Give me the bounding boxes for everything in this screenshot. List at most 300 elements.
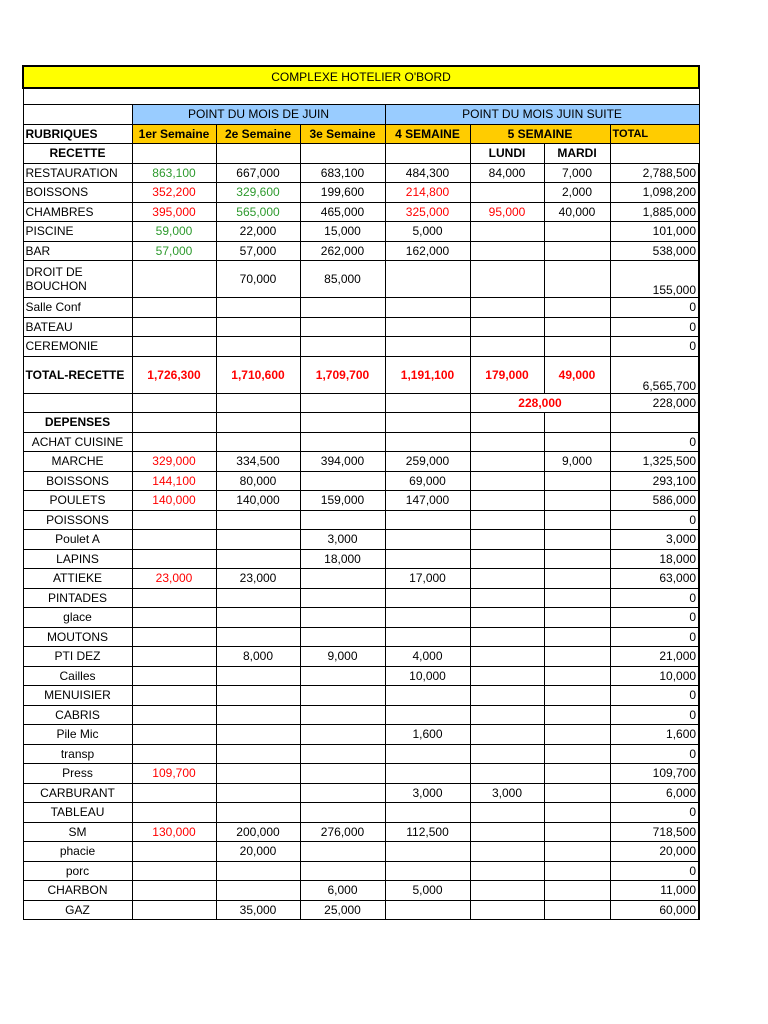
cell-w2: 57,000 — [216, 241, 300, 261]
total-cell-w1: 1,726,300 — [132, 356, 216, 393]
table-row — [23, 202, 699, 222]
cell-total: 538,000 — [610, 241, 699, 261]
row-label: POULETS — [23, 491, 132, 511]
row-label: Pile Mic — [23, 725, 132, 745]
cell-lundi — [470, 432, 544, 452]
total-cell-w3: 1,709,700 — [300, 356, 385, 393]
cell-w3 — [300, 471, 385, 491]
cell-w2 — [216, 803, 300, 823]
cell-w3 — [300, 861, 385, 881]
cell-total: 1,098,200 — [610, 183, 699, 203]
cell-w3: 276,000 — [300, 822, 385, 842]
cell-w2 — [216, 608, 300, 628]
blank-row — [23, 88, 699, 105]
cell-mardi — [544, 647, 610, 667]
cell-total: 6,000 — [610, 783, 699, 803]
cell-w1 — [132, 861, 216, 881]
cell-w4 — [385, 530, 470, 550]
cell-w2 — [216, 588, 300, 608]
cell-total: 0 — [610, 588, 699, 608]
header-total: TOTAL — [610, 124, 699, 144]
cell-w2 — [216, 744, 300, 764]
cell-w4: 259,000 — [385, 452, 470, 472]
cell-w2: 20,000 — [216, 842, 300, 862]
row-label: Salle Conf — [23, 298, 132, 318]
cell-w1 — [132, 725, 216, 745]
cell-w1 — [132, 261, 216, 298]
row-label: Cailles — [23, 666, 132, 686]
cell-mardi — [544, 608, 610, 628]
cell-w3: 394,000 — [300, 452, 385, 472]
cell-w1 — [132, 317, 216, 337]
cell-w2: 80,000 — [216, 471, 300, 491]
cell-w1 — [132, 298, 216, 318]
cell-w3: 9,000 — [300, 647, 385, 667]
cell-mardi — [544, 686, 610, 706]
cell-w4 — [385, 803, 470, 823]
cell-mardi — [544, 261, 610, 298]
table-row — [23, 569, 699, 589]
cell-w3 — [300, 337, 385, 357]
total-cell-total: 6,565,700 — [610, 356, 699, 393]
table-row — [23, 337, 699, 357]
cell-w2 — [216, 705, 300, 725]
table-row — [23, 842, 699, 862]
cell-w2 — [216, 432, 300, 452]
empty-cell — [385, 413, 470, 433]
cell-w2 — [216, 510, 300, 530]
empty-cell — [300, 144, 385, 164]
cell-mardi: 2,000 — [544, 183, 610, 203]
cell-mardi — [544, 842, 610, 862]
cell-w1: 329,000 — [132, 452, 216, 472]
cell-lundi — [470, 666, 544, 686]
cell-w3 — [300, 666, 385, 686]
sheet-title: COMPLEXE HOTELIER O'BORD — [23, 66, 699, 88]
cell-lundi — [470, 241, 544, 261]
cell-lundi — [470, 317, 544, 337]
cell-w1 — [132, 900, 216, 920]
cell-w4 — [385, 298, 470, 318]
cell-w3: 18,000 — [300, 549, 385, 569]
cell-w3 — [300, 432, 385, 452]
cell-w2: 70,000 — [216, 261, 300, 298]
cell-mardi — [544, 222, 610, 242]
cell-mardi — [544, 744, 610, 764]
cell-lundi — [470, 530, 544, 550]
header-week5: 5 SEMAINE — [470, 124, 610, 144]
row-label: phacie — [23, 842, 132, 862]
cell-total: 718,500 — [610, 822, 699, 842]
cell-mardi — [544, 764, 610, 784]
table-row — [23, 432, 699, 452]
cell-w4: 3,000 — [385, 783, 470, 803]
table-row — [23, 549, 699, 569]
cell-lundi — [470, 725, 544, 745]
table-row — [23, 861, 699, 881]
cell-mardi — [544, 783, 610, 803]
section-depenses: DEPENSES — [23, 413, 132, 433]
cell-w4 — [385, 764, 470, 784]
header-rubriques: RUBRIQUES — [23, 124, 132, 144]
table-row — [23, 163, 699, 183]
table-row — [23, 471, 699, 491]
cell-total: 0 — [610, 861, 699, 881]
cell-w2 — [216, 549, 300, 569]
cell-total: 0 — [610, 744, 699, 764]
total-recette-row — [23, 356, 699, 393]
cell-w3 — [300, 588, 385, 608]
cell-w4: 4,000 — [385, 647, 470, 667]
cell-w1: 59,000 — [132, 222, 216, 242]
empty-cell — [300, 413, 385, 433]
table-row — [23, 627, 699, 647]
cell-w1 — [132, 337, 216, 357]
cell-w4 — [385, 510, 470, 530]
cell-mardi — [544, 241, 610, 261]
table-row — [23, 900, 699, 920]
cell-lundi — [470, 842, 544, 862]
cell-total: 60,000 — [610, 900, 699, 920]
cell-w4 — [385, 744, 470, 764]
subtotal-week5: 228,000 — [470, 393, 610, 413]
cell-mardi — [544, 432, 610, 452]
row-label: BOISSONS — [23, 471, 132, 491]
cell-w2 — [216, 725, 300, 745]
cell-w1 — [132, 881, 216, 901]
cell-lundi — [470, 764, 544, 784]
table-row — [23, 452, 699, 472]
cell-w3: 262,000 — [300, 241, 385, 261]
cell-mardi — [544, 317, 610, 337]
cell-w1: 395,000 — [132, 202, 216, 222]
cell-lundi — [470, 222, 544, 242]
cell-w1 — [132, 705, 216, 725]
cell-w1 — [132, 549, 216, 569]
cell-mardi — [544, 705, 610, 725]
cell-mardi — [544, 588, 610, 608]
row-label: CHARBON — [23, 881, 132, 901]
cell-total: 21,000 — [610, 647, 699, 667]
cell-w1 — [132, 510, 216, 530]
table-row — [23, 686, 699, 706]
table-row — [23, 881, 699, 901]
cell-lundi — [470, 337, 544, 357]
cell-mardi — [544, 666, 610, 686]
cell-total: 20,000 — [610, 842, 699, 862]
empty-cell — [132, 144, 216, 164]
row-label: ATTIEKE — [23, 569, 132, 589]
cell-w2: 23,000 — [216, 569, 300, 589]
cell-lundi — [470, 861, 544, 881]
table-row — [23, 588, 699, 608]
row-label: CHAMBRES — [23, 202, 132, 222]
cell-w2 — [216, 881, 300, 901]
cell-total: 293,100 — [610, 471, 699, 491]
cell-mardi: 7,000 — [544, 163, 610, 183]
cell-w1 — [132, 666, 216, 686]
cell-lundi — [470, 686, 544, 706]
cell-total: 3,000 — [610, 530, 699, 550]
cell-mardi — [544, 491, 610, 511]
table-row — [23, 666, 699, 686]
cell-w3 — [300, 510, 385, 530]
cell-w4 — [385, 317, 470, 337]
row-label: glace — [23, 608, 132, 628]
row-label: PTI DEZ — [23, 647, 132, 667]
cell-mardi: 9,000 — [544, 452, 610, 472]
cell-w4: 17,000 — [385, 569, 470, 589]
cell-mardi — [544, 530, 610, 550]
cell-mardi — [544, 861, 610, 881]
cell-lundi — [470, 588, 544, 608]
cell-w4 — [385, 608, 470, 628]
cell-total: 109,700 — [610, 764, 699, 784]
table-row — [23, 510, 699, 530]
cell-w4 — [385, 861, 470, 881]
cell-w1 — [132, 842, 216, 862]
cell-w4 — [385, 588, 470, 608]
cell-w3 — [300, 627, 385, 647]
cell-w4: 214,800 — [385, 183, 470, 203]
row-label: transp — [23, 744, 132, 764]
table-row — [23, 530, 699, 550]
cell-total: 101,000 — [610, 222, 699, 242]
cell-w2 — [216, 530, 300, 550]
cell-lundi — [470, 261, 544, 298]
cell-w2: 565,000 — [216, 202, 300, 222]
cell-w4: 1,600 — [385, 725, 470, 745]
cell-w1: 352,200 — [132, 183, 216, 203]
cell-mardi — [544, 298, 610, 318]
cell-total: 11,000 — [610, 881, 699, 901]
row-label: GAZ — [23, 900, 132, 920]
cell-w1 — [132, 783, 216, 803]
cell-lundi: 95,000 — [470, 202, 544, 222]
cell-w4 — [385, 549, 470, 569]
row-label: BATEAU — [23, 317, 132, 337]
cell-w4: 484,300 — [385, 163, 470, 183]
cell-w2: 22,000 — [216, 222, 300, 242]
cell-w4: 112,500 — [385, 822, 470, 842]
period-june: POINT DU MOIS DE JUIN — [132, 105, 385, 125]
cell-w2 — [216, 627, 300, 647]
cell-mardi — [544, 725, 610, 745]
table-row — [23, 183, 699, 203]
cell-w4: 325,000 — [385, 202, 470, 222]
cell-total: 1,885,000 — [610, 202, 699, 222]
row-label: ACHAT CUISINE — [23, 432, 132, 452]
empty-cell — [132, 413, 216, 433]
table-row — [23, 705, 699, 725]
cell-w1: 57,000 — [132, 241, 216, 261]
cell-lundi — [470, 881, 544, 901]
cell-w1: 140,000 — [132, 491, 216, 511]
cell-total: 0 — [610, 803, 699, 823]
cell-w3: 465,000 — [300, 202, 385, 222]
cell-mardi — [544, 471, 610, 491]
cell-mardi: 40,000 — [544, 202, 610, 222]
cell-lundi: 84,000 — [470, 163, 544, 183]
empty-cell — [132, 393, 216, 413]
row-label: CARBURANT — [23, 783, 132, 803]
cell-lundi — [470, 452, 544, 472]
cell-lundi — [470, 647, 544, 667]
cell-lundi — [470, 900, 544, 920]
cell-lundi — [470, 569, 544, 589]
table-row — [23, 317, 699, 337]
row-label: MARCHE — [23, 452, 132, 472]
row-label: MENUISIER — [23, 686, 132, 706]
empty-cell — [385, 393, 470, 413]
section-row — [23, 413, 699, 433]
cell-w3: 25,000 — [300, 900, 385, 920]
cell-w2 — [216, 783, 300, 803]
cell-lundi — [470, 183, 544, 203]
total-cell-lundi: 179,000 — [470, 356, 544, 393]
empty-cell — [610, 413, 699, 433]
cell-w2: 35,000 — [216, 900, 300, 920]
empty-cell — [610, 144, 699, 164]
cell-total: 0 — [610, 337, 699, 357]
table-row — [23, 491, 699, 511]
table-row — [23, 261, 699, 298]
empty-cell — [385, 144, 470, 164]
cell-w3: 683,100 — [300, 163, 385, 183]
empty-cell — [470, 413, 544, 433]
empty-cell — [23, 393, 132, 413]
cell-w3 — [300, 744, 385, 764]
cell-total: 1,325,500 — [610, 452, 699, 472]
cell-w2: 329,600 — [216, 183, 300, 203]
cell-w4 — [385, 686, 470, 706]
cell-w4 — [385, 842, 470, 862]
cell-total: 63,000 — [610, 569, 699, 589]
cell-w3 — [300, 705, 385, 725]
cell-w3 — [300, 317, 385, 337]
cell-w3 — [300, 783, 385, 803]
table-row — [23, 822, 699, 842]
cell-w2 — [216, 298, 300, 318]
cell-w4: 5,000 — [385, 881, 470, 901]
cell-mardi — [544, 337, 610, 357]
cell-w4: 10,000 — [385, 666, 470, 686]
cell-w1: 863,100 — [132, 163, 216, 183]
header-week1: 1er Semaine — [132, 124, 216, 144]
cell-w1 — [132, 608, 216, 628]
cell-lundi — [470, 298, 544, 318]
header-week3: 3e Semaine — [300, 124, 385, 144]
cell-total: 0 — [610, 608, 699, 628]
cell-mardi — [544, 549, 610, 569]
cell-mardi — [544, 881, 610, 901]
cell-w4: 5,000 — [385, 222, 470, 242]
empty-cell — [544, 413, 610, 433]
cell-total: 2,788,500 — [610, 163, 699, 183]
table-row — [23, 744, 699, 764]
cell-w4 — [385, 337, 470, 357]
cell-w3 — [300, 725, 385, 745]
row-label: LAPINS — [23, 549, 132, 569]
cell-w2: 667,000 — [216, 163, 300, 183]
empty-cell — [23, 105, 132, 125]
empty-cell — [300, 393, 385, 413]
row-label: BOISSONS — [23, 183, 132, 203]
cell-w1: 23,000 — [132, 569, 216, 589]
row-label: CABRIS — [23, 705, 132, 725]
row-label: Poulet A — [23, 530, 132, 550]
period-june-cont: POINT DU MOIS JUIN SUITE — [385, 105, 699, 125]
subtotal-total: 228,000 — [610, 393, 699, 413]
row-label: TABLEAU — [23, 803, 132, 823]
table-row — [23, 803, 699, 823]
cell-w4: 69,000 — [385, 471, 470, 491]
cell-lundi: 3,000 — [470, 783, 544, 803]
cell-w3 — [300, 298, 385, 318]
cell-w2 — [216, 337, 300, 357]
cell-w3 — [300, 686, 385, 706]
cell-total: 0 — [610, 317, 699, 337]
cell-w1: 144,100 — [132, 471, 216, 491]
cell-mardi — [544, 510, 610, 530]
cell-total: 0 — [610, 686, 699, 706]
table-row — [23, 764, 699, 784]
cell-w3 — [300, 842, 385, 862]
cell-lundi — [470, 549, 544, 569]
table-row — [23, 725, 699, 745]
cell-lundi — [470, 510, 544, 530]
table-row — [23, 783, 699, 803]
cell-w2 — [216, 861, 300, 881]
table-row — [23, 298, 699, 318]
empty-cell — [216, 413, 300, 433]
cell-w1: 109,700 — [132, 764, 216, 784]
cell-w3 — [300, 569, 385, 589]
cell-lundi — [470, 471, 544, 491]
cell-w1 — [132, 744, 216, 764]
cell-w1 — [132, 803, 216, 823]
cell-total: 1,600 — [610, 725, 699, 745]
row-label: PINTADES — [23, 588, 132, 608]
cell-w2 — [216, 764, 300, 784]
cell-w4: 162,000 — [385, 241, 470, 261]
cell-w1 — [132, 647, 216, 667]
cell-w2 — [216, 317, 300, 337]
cell-w3: 15,000 — [300, 222, 385, 242]
cell-total: 155,000 — [610, 261, 699, 298]
row-label: DROIT DE BOUCHON — [23, 261, 132, 298]
spreadsheet — [22, 65, 698, 920]
row-label: porc — [23, 861, 132, 881]
cell-w3 — [300, 608, 385, 628]
section-recette: RECETTE — [23, 144, 132, 164]
cell-w3: 85,000 — [300, 261, 385, 298]
cell-mardi — [544, 822, 610, 842]
header-mardi: MARDI — [544, 144, 610, 164]
row-label: CEREMONIE — [23, 337, 132, 357]
cell-w4 — [385, 900, 470, 920]
cell-w4: 147,000 — [385, 491, 470, 511]
row-label: Press — [23, 764, 132, 784]
header-week2: 2e Semaine — [216, 124, 300, 144]
cell-w3: 199,600 — [300, 183, 385, 203]
cell-mardi — [544, 803, 610, 823]
table-row — [23, 222, 699, 242]
cell-w4 — [385, 627, 470, 647]
cell-lundi — [470, 744, 544, 764]
subtotal-row — [23, 393, 699, 413]
row-label: SM — [23, 822, 132, 842]
